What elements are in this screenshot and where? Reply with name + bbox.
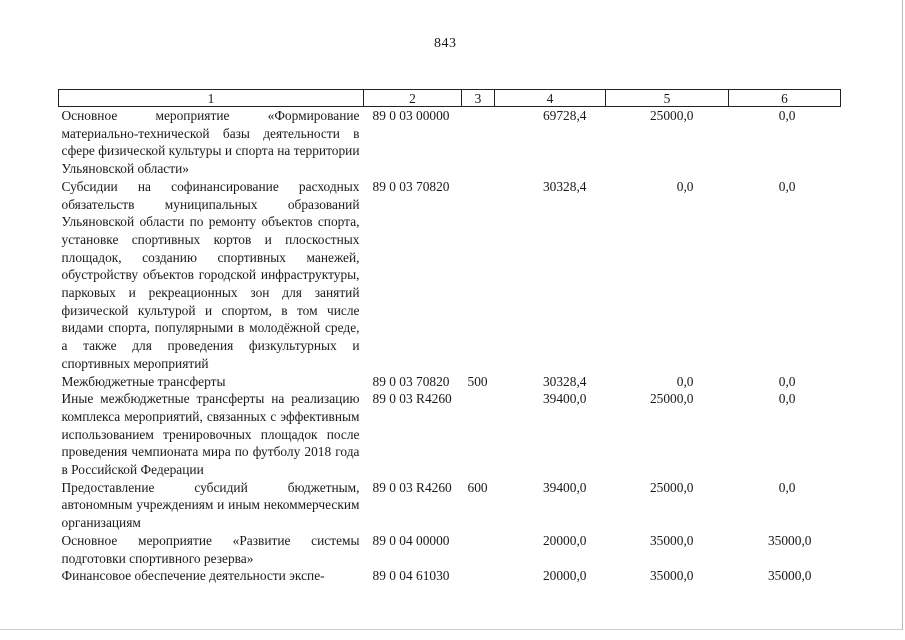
table-row	[59, 373, 841, 391]
row-amount-col5: 0,0	[676, 373, 694, 389]
column-header-6: 6	[729, 90, 841, 107]
row-amount-col4: 30328,4	[542, 373, 587, 389]
row-amount-col4: 69728,4	[542, 108, 587, 123]
row-target-code: 89 0 03 R4260	[372, 479, 452, 495]
row-target-code: 89 0 04 00000	[372, 532, 450, 548]
table-row	[59, 178, 841, 373]
row-target-code: 89 0 03 00000	[372, 108, 450, 123]
table-row	[59, 390, 841, 479]
table-row	[59, 532, 841, 567]
row-amount-col6: 0,0	[778, 479, 796, 495]
column-header-3: 3	[462, 90, 495, 107]
row-amount-col6: 0,0	[778, 108, 796, 123]
row-expense-type	[462, 107, 495, 178]
table-row	[59, 567, 841, 585]
row-amount-col4: 39400,0	[542, 391, 587, 407]
row-amount-col5: 35000,0	[649, 532, 694, 548]
budget-table	[58, 89, 841, 585]
table-header-row	[59, 90, 841, 107]
row-name: Финансовое обеспечение деятельности экспе-	[61, 568, 325, 584]
row-amount-col4: 20000,0	[542, 532, 587, 548]
row-amount-col6: 0,0	[778, 373, 796, 389]
row-target-code: 89 0 03 70820	[372, 178, 450, 194]
table-row	[59, 107, 841, 178]
row-target-code: 89 0 03 70820	[372, 373, 450, 389]
row-amount-col6: 0,0	[778, 391, 796, 407]
table-row	[59, 479, 841, 532]
column-header-5: 5	[606, 90, 729, 107]
row-expense-type: 500	[467, 373, 488, 389]
row-amount-col5: 25000,0	[649, 108, 694, 123]
row-expense-type	[462, 390, 495, 479]
page-number: 843	[434, 36, 457, 51]
row-name: Предоставление субсидий бюджетным, автономным учреждениям и иным некоммерческим организациям	[61, 479, 360, 531]
row-name: Субсидии на софинансирование расходных обязательств муниципальных образований Ульяновской области по ремонту объектов спорта, установке спортивных кортов и плоскостных площадок, созданию спортивных манежей, обустройству объектов городской инфраструктуры, парковых и рекреационных зон для занятий физической культурой и спортом, в том числе видами спорта, популярными в молодёжной среде, а также для проведения физкультурных и спортивных мероприятий	[61, 178, 360, 371]
row-expense-type	[462, 567, 495, 585]
column-header-2: 2	[364, 90, 462, 107]
row-amount-col4: 20000,0	[542, 568, 587, 584]
column-header-4: 4	[495, 90, 606, 107]
row-amount-col6: 35000,0	[767, 532, 812, 548]
row-amount-col5: 25000,0	[649, 479, 694, 495]
row-target-code: 89 0 04 61030	[372, 568, 450, 584]
row-name: Иные межбюджетные трансферты на реализацию комплекса мероприятий, связанных с эффективным использованием тренировочных площадок после проведения чемпионата мира по футболу 2018 года в Российской Федерации	[61, 391, 360, 478]
row-expense-type	[462, 178, 495, 373]
row-amount-col4: 39400,0	[542, 479, 587, 495]
row-name: Основное мероприятие «Развитие системы подготовки спортивного резерва»	[61, 532, 360, 566]
column-header-1: 1	[59, 90, 364, 107]
row-amount-col5: 25000,0	[649, 391, 694, 407]
row-target-code: 89 0 03 R4260	[372, 391, 452, 407]
row-name: Межбюджетные трансферты	[61, 373, 226, 389]
row-amount-col5: 35000,0	[649, 568, 694, 584]
row-amount-col6: 35000,0	[767, 568, 812, 584]
row-amount-col4: 30328,4	[542, 178, 587, 194]
row-amount-col6: 0,0	[778, 178, 796, 194]
row-expense-type: 600	[467, 479, 488, 495]
row-expense-type	[462, 532, 495, 567]
row-name: Основное мероприятие «Формирование материально-технической базы деятельности в сфере физической культуры и спорта на территории Ульяновской области»	[61, 108, 360, 177]
row-amount-col5: 0,0	[676, 178, 694, 194]
